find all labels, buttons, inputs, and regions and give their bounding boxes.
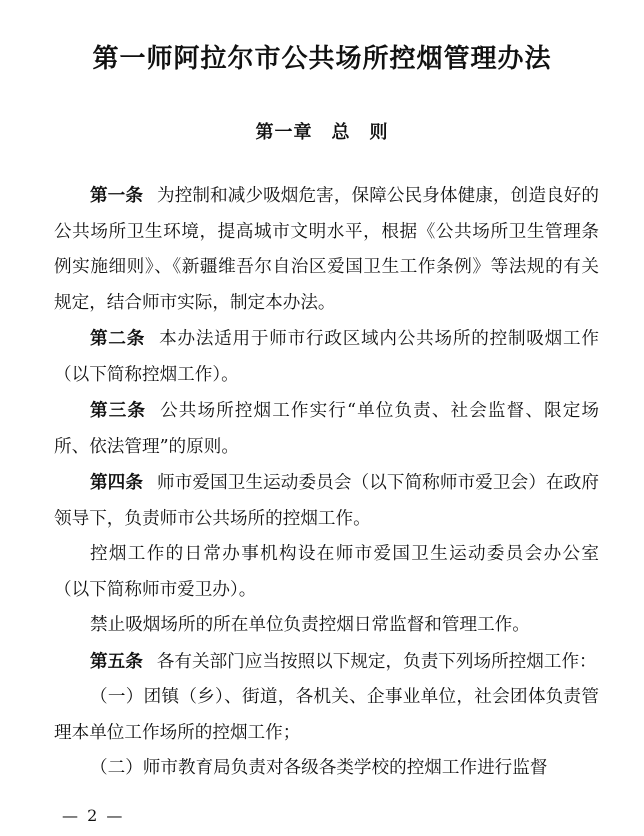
paragraph-text: 禁止吸烟场所的所在单位负责控烟日常监督和管理工作。 (90, 615, 530, 635)
paragraph-text: 师市爱国卫生运动委员会（以下简称师市爱卫会）在政府领导下，负责师市公共场所的控烟工作。 (54, 473, 599, 529)
document-title: 第一师阿拉尔市公共场所控烟管理办法 (92, 44, 552, 74)
article-label: 第二条 (90, 328, 146, 349)
paragraph (54, 644, 599, 681)
article-label: 第五条 (90, 650, 143, 672)
paragraph-text: 控烟工作的日常办事机构设在师市爱国卫生运动委员会办公室（以下简称师市爱卫办）。 (54, 544, 599, 600)
paragraph (54, 465, 599, 537)
paragraph-text: （二）师市教育局负责对各级各类学校的控烟工作进行监督 (90, 758, 548, 778)
paragraph (54, 608, 599, 644)
paragraph (54, 321, 599, 393)
paragraph-text: 公共场所控烟工作实行“单位负责、社会监督、限定场所、依法管理”的原则。 (54, 401, 599, 457)
article-label: 第四条 (90, 472, 144, 493)
paragraph-text: 各有关部门应当按照以下规定，负责下列场所控烟工作： (156, 651, 597, 672)
paragraph-text: （一）团镇（乡）、街道，各机关、企事业单位，社会团体负责管理本单位工作场所的控烟工作； (54, 687, 599, 743)
paragraph (54, 751, 599, 787)
paragraph (54, 393, 599, 465)
article-label: 第三条 (90, 400, 147, 421)
paragraph-text: 为控制和减少吸烟危害，保障公民身体健康，创造良好的公共场所卫生环境，提高城市文明水平，根据《公共场所卫生管理条例实施细则》、《新疆维吾尔自治区爱国卫生工作条例》等法规的有关规定，结合师市实际，制定本办法。 (54, 186, 599, 313)
paragraph (54, 680, 599, 751)
document-body (54, 178, 599, 787)
page-number: — 2 — (62, 806, 125, 825)
article-label: 第一条 (90, 185, 144, 206)
paragraph (54, 537, 599, 608)
paragraph (54, 178, 599, 321)
paragraph-text: 本办法适用于师市行政区域内公共场所的控制吸烟工作（以下简称控烟工作）。 (54, 329, 599, 385)
chapter-heading: 第一章 总 则 (255, 122, 389, 143)
